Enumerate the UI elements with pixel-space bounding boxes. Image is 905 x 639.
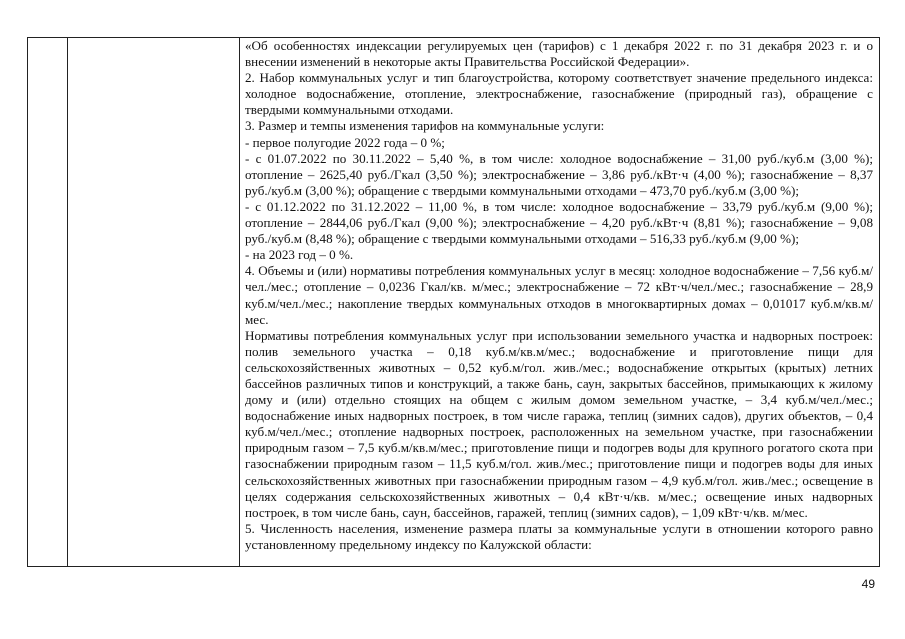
table-cell-content <box>245 38 873 553</box>
document-table <box>27 37 880 567</box>
paragraph-decree-title: «Об особенностях индексации регулируемых цен (тарифов) с 1 декабря 2022 г. по 31 декабря 2023 г. и о внесении изменений в некоторые акты Правительства Российской Федерации». <box>245 38 873 70</box>
paragraph-land-plot-norms: Нормативы потребления коммунальных услуг при использовании земельного участка и надворных построек: полив земельного участка – 0,18 куб.м/кв.м/мес.; водоснабжение и приготовление пищи для сельскохозяйственных животных – 0,52 куб.м/гол. жив./мес.; водоснабжение открытых (крытых) летних бассейнов различных типов и конструкций, а также бань, саун, закрытых бассейнов, примыкающих к жилому дому и (или) отдельно стоящих на общем с жилым домом земельном участке, – 3,4 куб.м/чел./мес.; водоснабжение иных надворных построек, в том числе гаража, теплиц (зимних садов), других объектов, – 0,4 куб.м/чел./мес.; отопление надворных построек, расположенных на земельном участке, при газоснабжении природным газом – 7,5 куб.м/кв.м/мес.; приготовление пищи и подогрев воды для крупного рогатого скота при газоснабжении природным газом – 11,5 куб.м/гол. жив./мес.; приготовление пищи и подогрев воды для иных сельскохозяйственных животных при газоснабжении природным газом – 4,9 куб.м/гол. жив./мес.; освещение в целях содержания сельскохозяйственных животных – 0,4 кВт·ч/кв. м/мес.; освещение иных надворных построек, в том числе бань, саун, бассейнов, гаражей, теплиц (зимних садов), – 1,09 кВт·ч/кв. м/мес. <box>245 327 873 520</box>
paragraph-jul-nov-2022: - с 01.07.2022 по 30.11.2022 – 5,40 %, в том числе: холодное водоснабжение – 31,00 руб./куб.м (3,00 %); отопление – 2625,40 руб./Гкал (3,50 %); электроснабжение – 3,86 руб./кВт·ч (4,00 %); газоснабжение – 8,37 руб./куб.м (3,00 %); обращение с твердыми коммунальными отходами – 473,70 руб./куб.м (3,00 %); <box>245 150 873 198</box>
paragraph-first-half-2022: - первое полугодие 2022 года – 0 %; <box>245 134 445 150</box>
paragraph-consumption-volumes: 4. Объемы и (или) нормативы потребления коммунальных услуг в месяц: холодное водоснабжение – 7,56 куб.м/чел./мес.; отопление – 0,0236 Гкал/кв. м/мес.; электроснабжение – 72 кВт·ч/чел./мес.; газоснабжение – 28,9 куб.м/чел./мес.; накопление твердых коммунальных отходов в многоквартирных домах – 0,01017 куб.м/кв.м/мес. <box>245 263 873 327</box>
paragraph-tariff-heading: 3. Размер и темпы изменения тарифов на коммунальные услуги: <box>245 118 605 134</box>
page-number: 49 <box>861 577 875 591</box>
column-divider-2 <box>239 38 240 566</box>
column-divider-1 <box>67 38 68 566</box>
paragraph-population: 5. Численность населения, изменение размера платы за коммунальные услуги в отношении которого равно установленному предельному индексу по Калужской области: <box>245 520 873 552</box>
paragraph-dec-2022: - с 01.12.2022 по 31.12.2022 – 11,00 %, в том числе: холодное водоснабжение – 33,79 руб./куб.м (9,00 %); отопление – 2844,06 руб./Гкал (9,00 %); электроснабжение – 4,20 руб./кВт·ч (8,81 %); газоснабжение – 9,08 руб./куб.м (8,48 %); обращение с твердыми коммунальными отходами – 516,33 руб./куб.м (9,00 %); <box>245 198 873 247</box>
paragraph-services-set: 2. Набор коммунальных услуг и тип благоустройства, которому соответствует значение предельного индекса: холодное водоснабжение, отопление, электроснабжение, газоснабжение (природный газ), обращение с твердыми коммунальными отходами. <box>245 70 873 118</box>
paragraph-2023: - на 2023 год – 0 %. <box>245 247 354 263</box>
